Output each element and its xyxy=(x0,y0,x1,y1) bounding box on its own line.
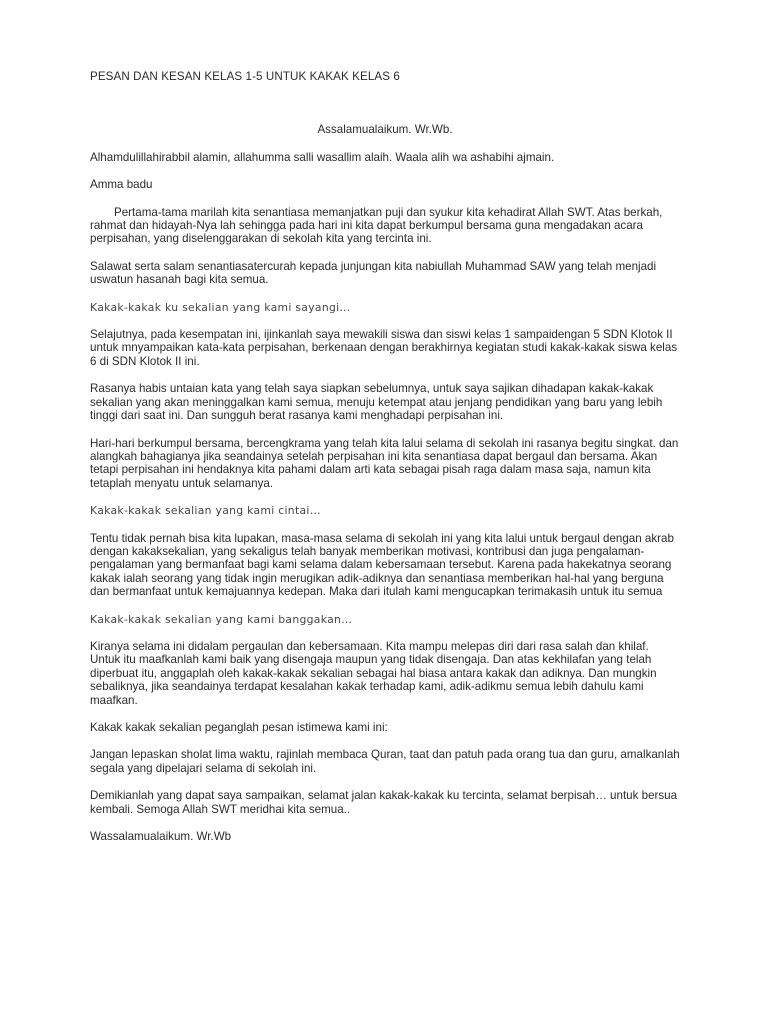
paragraph: Alhamdulillahirabbil alamin, allahumma salli wasallim alaih. Waala alih wa ashabihi ajmain. xyxy=(90,150,555,164)
paragraph: Demikianlah yang dapat saya sampaikan, selamat jalan kakak-kakak ku tercinta, selamat berpisah… untuk bersua kembali. Semoga Allah SWT meridhai kita semua.. xyxy=(90,789,678,816)
paragraph: Rasanya habis untaian kata yang telah saya siapkan sebelumnya, untuk saya sajikan dihadapan kakak-kakak sekalian yang akan meninggalkan kami semua, menuju ketempat atau jenjang pendidikan yang baru yang lebih tinggi dari saat ini. Dan sungguh berat rasanya kami menghadapi perpisahan ini. xyxy=(90,382,663,423)
document-title: PESAN DAN KESAN KELAS 1-5 UNTUK KAKAK KELAS 6 xyxy=(90,70,400,83)
paragraph: Kakak kakak sekalian peganglah pesan istimewa kami ini: xyxy=(90,721,388,734)
paragraph: Hari-hari berkumpul bersama, bercengkrama yang telah kita lalui selama di sekolah ini rasanya begitu singkat. dan alangkah bahagianya jika seandainya setelah perpisahan ini kita senantiasa dapat bergaul dan bersama. Akan tetapi perpisahan ini hendaknya kita pahami dalam arti kata sebagai pisah raga dalam masa saja, namun kita tetaplah menyatu untuk selamanya. xyxy=(90,436,679,490)
section-heading: Kakak-kakak sekalian yang kami cintai… xyxy=(90,504,321,518)
opening-greeting: Assalamualaikum. Wr.Wb. xyxy=(317,123,453,137)
document-body xyxy=(90,70,680,857)
paragraph: Amma badu xyxy=(90,178,153,192)
paragraph: Salawat serta salam senantiasatercurah kepada junjungan kita nabiullah Muhammad SAW yang telah menjadi uswatun hasanah bagi kita semua. xyxy=(90,259,657,287)
paragraph: Pertama-tama marilah kita senantiasa memanjatkan puji dan syukur kita kehadirat Allah SWT. Atas berkah, rahmat dan hidayah-Nya lah sehingga pada hari ini kita dapat berkumpul bersama guna mengadakan acara perpisahan, yang diselenggarakan di sekolah kita yang tercinta ini. xyxy=(90,205,663,246)
paragraph: Selajutnya, pada kesempatan ini, ijinkanlah saya mewakili siswa dan siswi kelas 1 sampaidengan 5 SDN Klotok II untuk mnyampaikan kata-kata perpisahan, berkenaan dengan berakhirnya kegiatan studi kakak-kakak siswa kelas 6 di SDN Klotok II ini. xyxy=(90,328,678,368)
closing-greeting: Wassalamualaikum. Wr.Wb xyxy=(90,830,232,844)
paragraph: Kiranya selama ini didalam pergaulan dan kebersamaan. Kita mampu melepas diri dari rasa salah dan khilaf. Untuk itu maafkanlah kami baik yang disengaja maupun yang tidak disengaja. Dan atas kekhilafan yang telah diperbuat itu, anggaplah oleh kakak-kakak sekalian sebagai hal biasa antara kakak dan adiknya. Dan mungkin sebaliknya, jika seandainya terdapat kesalahan kakak terhadap kami, adik-adikmu semua lebih dahulu kami maafkan. xyxy=(90,639,657,707)
section-heading: Kakak-kakak sekalian yang kami banggakan… xyxy=(90,612,353,626)
paragraph: Tentu tidak pernah bisa kita lupakan, masa-masa selama di sekolah ini yang kita lalui untuk bergaul dengan akrab dengan kakaksekalian, yang sekaligus telah banyak memberikan motivasi, kontribusi dan juga pengalaman-pengalaman yang bermanfaat bagi kami selama dalam kebersamaan tersebut. Karena pada hakekatnya seorang kakak ialah seorang yang tidak ingin merugikan adik-adiknya dan senantiasa memberikan hal-hal yang berguna dan bermanfaat untuk kemajuannya kedepan. Maka dari itulah kami mengucapkan terimakasih untuk itu semua xyxy=(90,531,674,599)
section-heading: Kakak-kakak ku sekalian yang kami sayangi… xyxy=(90,300,351,314)
paragraph: Jangan lepaskan sholat lima waktu, rajinlah membaca Quran, taat dan patuh pada orang tua dan guru, amalkanlah segala yang dipelajari selama di sekolah ini. xyxy=(90,748,680,775)
